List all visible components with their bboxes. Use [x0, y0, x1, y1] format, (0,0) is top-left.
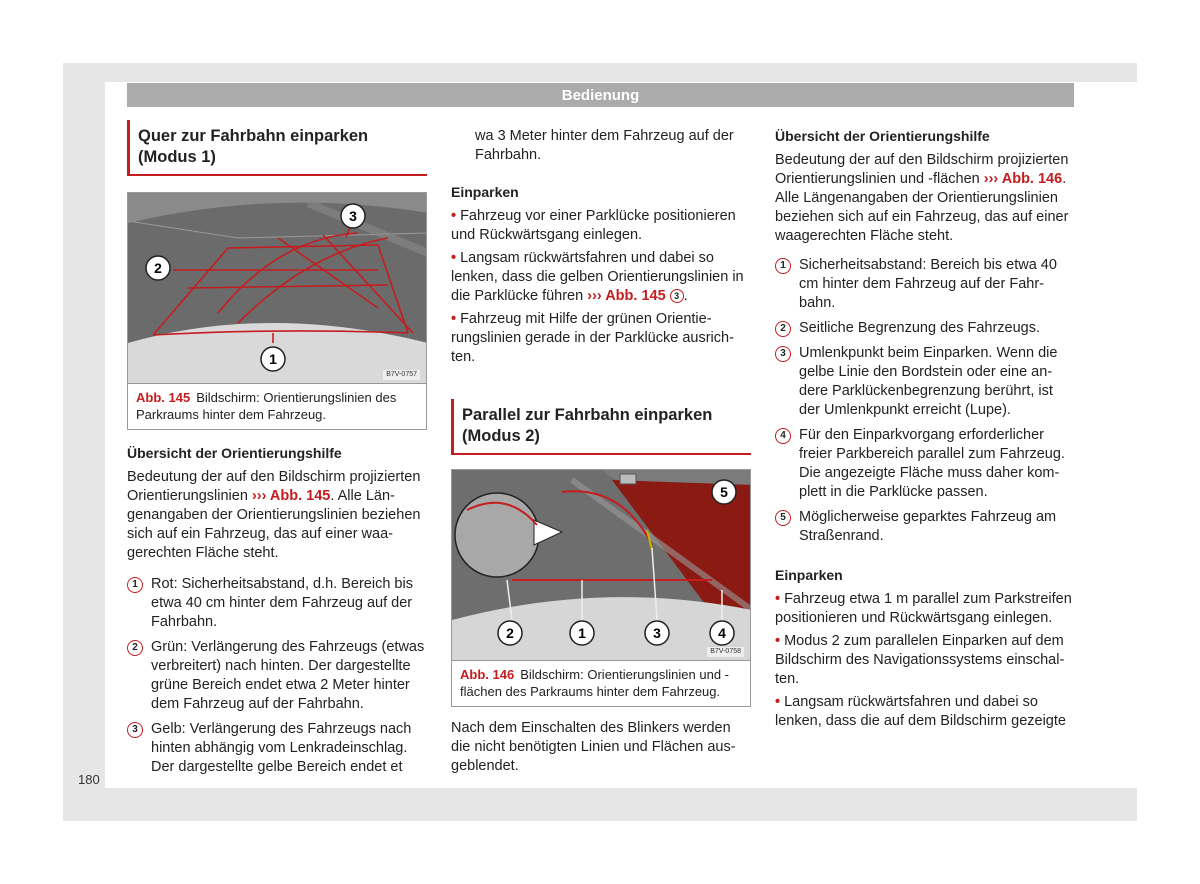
figure-code: B7V-0758: [707, 647, 744, 657]
list-item: • Modus 2 zum parallelen Einparken auf dem Bildschirm des Navigationssystems einschalten.: [775, 633, 1065, 687]
overview-intro: Bedeutung der auf den Bildschirm projizierten Orientierungslinien und -flächen ››› Abb. 146. Alle Längenangaben der Orientierungslinien beziehen sich auf ein Fahrzeug, das auf einer waagerechten Fläche steht.: [775, 152, 1069, 244]
column-2: [451, 127, 751, 776]
list-item: • Fahrzeug etwa 1 m parallel zum Parkstreifen positionieren und Rückwärtsgang einlegen.: [775, 591, 1072, 626]
callout-5: 5: [720, 484, 728, 500]
section-title-line2: (Modus 2): [462, 427, 540, 445]
section-title-line1: Parallel zur Fahrbahn einparken: [462, 406, 713, 424]
column-3: [775, 127, 1075, 735]
figure-code: B7V-0757: [383, 370, 420, 380]
figure-145: [127, 192, 427, 384]
section-title-modus1: [127, 120, 427, 176]
section-title-line2: (Modus 1): [138, 148, 216, 166]
list-item: 5 Möglicherweise geparktes Fahrzeug am Straßenrand.: [775, 508, 1075, 546]
section-title-modus2: [451, 399, 751, 455]
list-item: • Fahrzeug vor einer Parklücke positionieren und Rückwärtsgang einlegen.: [451, 208, 736, 243]
blinker-note: Nach dem Einschalten des Blinkers werden die nicht benötigten Linien und Flächen ausgeblendet.: [451, 720, 736, 774]
figure-145-illustration: [128, 193, 427, 383]
figure-reference-link[interactable]: ››› Abb. 145: [587, 288, 666, 304]
callout-3: 3: [653, 625, 661, 641]
figure-146-caption: [451, 661, 751, 707]
figure-146-illustration: [452, 470, 751, 660]
callout-2: 2: [154, 260, 162, 276]
figure-caption-text: Bildschirm: Orientierungslinien und -flächen des Parkraums hinter dem Fahrzeug.: [460, 667, 729, 699]
callout-ref: 3: [670, 289, 684, 303]
list-item: 3 Umlenkpunkt beim Einparken. Wenn die gelbe Linie den Bordstein oder eine andere Parklückenbegrenzung berührt, ist der Umlenkpunkt erreicht (Lupe).: [775, 344, 1075, 420]
list-item: 2 Seitliche Begrenzung des Fahrzeugs.: [775, 319, 1075, 338]
list-item: 1 Rot: Sicherheitsabstand, d.h. Bereich bis etwa 40 cm hinter dem Fahrzeug auf der Fahrbahn.: [127, 575, 427, 632]
chapter-header: Bedienung: [127, 83, 1074, 107]
overview-heading: Übersicht der Orientierungshilfe: [775, 128, 990, 144]
section-title-line1: Quer zur Fahrbahn einparken: [138, 127, 369, 145]
einparken-heading: Einparken: [775, 567, 843, 583]
list-item: 3 Gelb: Verlängerung des Fahrzeugs nach hinten abhängig vom Lenkradeinschlag. Der dargestellte gelbe Bereich endet et: [127, 720, 427, 777]
callout-4: 4: [718, 625, 726, 641]
callout-1: 1: [578, 625, 586, 641]
callout-3: 3: [349, 208, 357, 224]
figure-label: Abb. 146: [460, 667, 515, 682]
column-1: [127, 120, 427, 783]
list-item: • Fahrzeug mit Hilfe der grünen Orientierungslinien gerade in der Parklücke ausrichten.: [451, 311, 734, 365]
overview-heading: Übersicht der Orientierungshilfe: [127, 445, 342, 461]
einparken-heading: Einparken: [451, 184, 519, 200]
figure-label: Abb. 145: [136, 390, 191, 405]
list-item: 1 Sicherheitsabstand: Bereich bis etwa 40 cm hinter dem Fahrzeug auf der Fahrbahn.: [775, 256, 1075, 313]
list-item: 4 Für den Einparkvorgang erforderlicher freier Parkbereich parallel zum Fahrzeug. Die angezeigte Fläche muss daher komplett in die Parklücke passen.: [775, 426, 1075, 502]
figure-caption-text: Bildschirm: Orientierungslinien des Parkraums hinter dem Fahrzeug.: [136, 390, 397, 422]
list-item: 2 Grün: Verlängerung des Fahrzeugs (etwas verbreitert) nach hinten. Der dargestellte grüne Bereich endet etwa 2 Meter hinter dem Fahrzeug auf der Fahrbahn.: [127, 638, 427, 714]
list-item: • Langsam rückwärtsfahren und dabei so lenken, dass die auf dem Bildschirm gezeigte: [775, 694, 1066, 729]
figure-reference-link[interactable]: ››› Abb. 145: [251, 488, 331, 504]
callout-2: 2: [506, 625, 514, 641]
continuation-text: wa 3 Meter hinter dem Fahrzeug auf der Fahrbahn.: [475, 128, 734, 163]
callout-1: 1: [269, 351, 277, 367]
figure-145-caption: [127, 384, 427, 430]
list-item: • Langsam rückwärtsfahren und dabei so lenken, dass die gelben Orientierungslinien in die Parklücke führen ››› Abb. 145 3 .: [451, 250, 744, 304]
figure-reference-link[interactable]: ››› Abb. 146: [983, 171, 1063, 187]
figure-146: [451, 469, 751, 661]
overview-intro: Bedeutung der auf den Bildschirm projizierten Orientierungslinien ››› Abb. 145. Alle Längenangaben der Orientierungslinien beziehen sich auf ein Fahrzeug, das auf einer waagerechten Fläche steht.: [127, 469, 421, 561]
page-number: 180: [78, 772, 100, 787]
